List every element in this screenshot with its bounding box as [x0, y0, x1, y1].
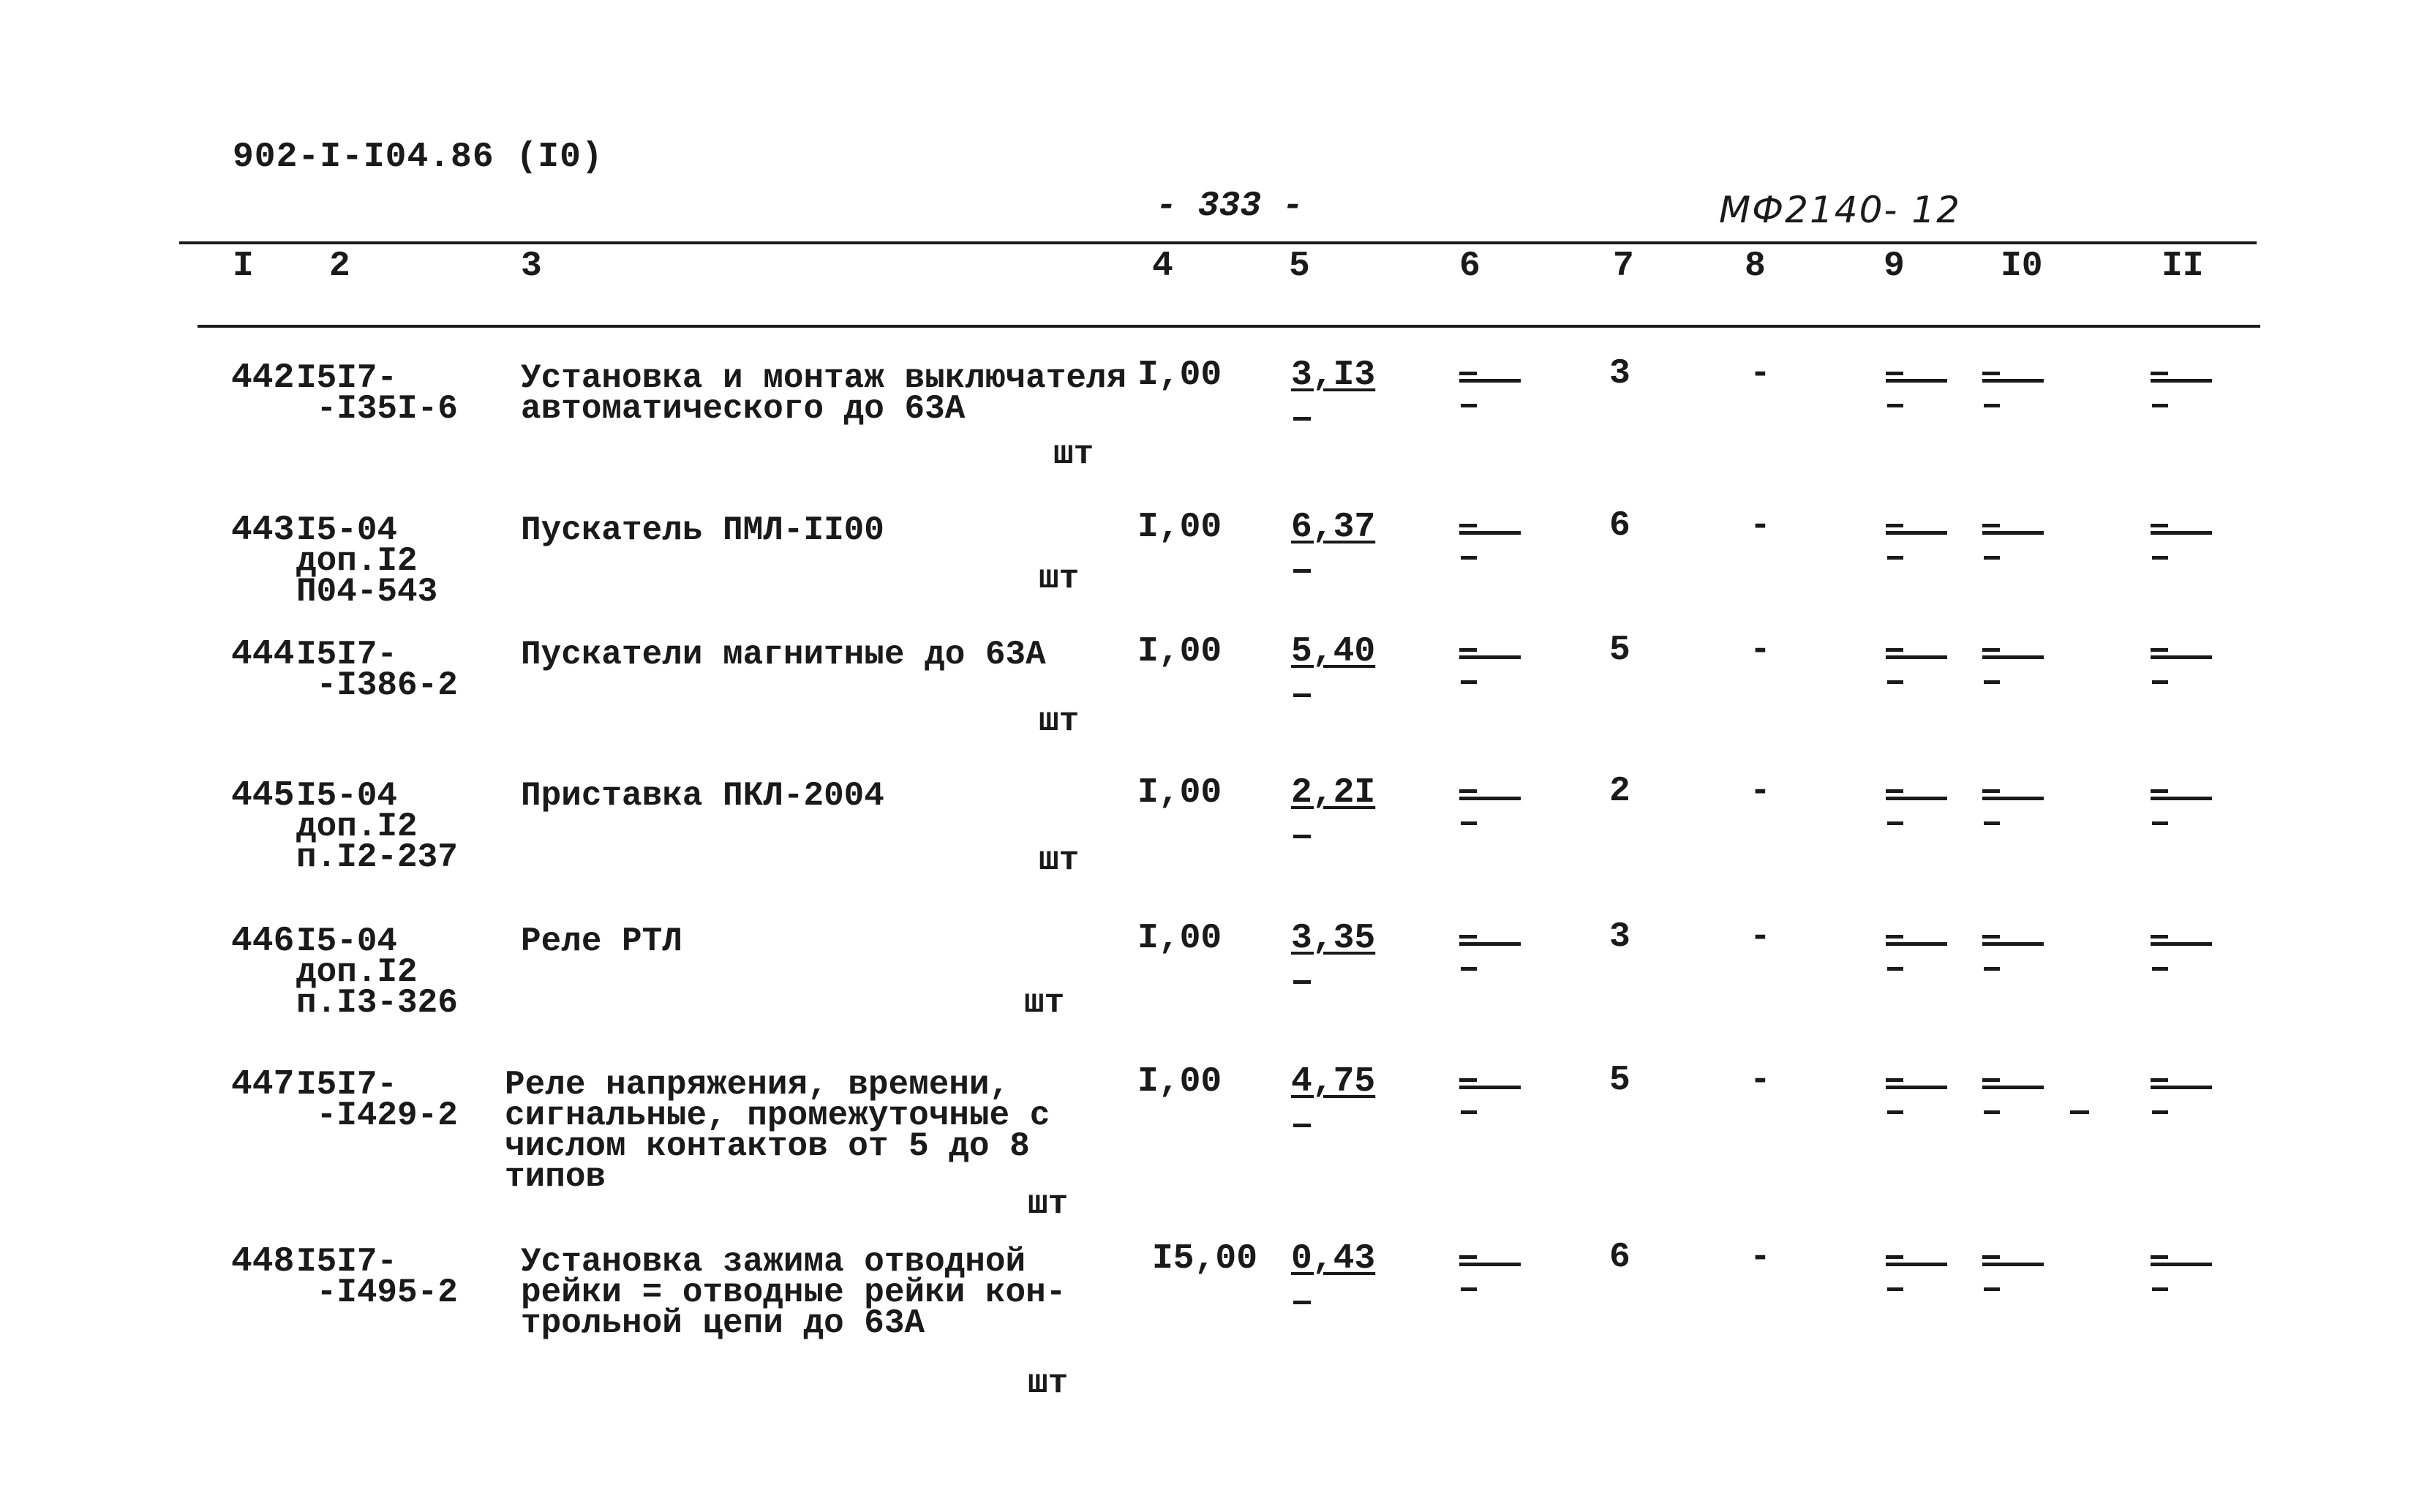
dash-mark: [2151, 942, 2212, 946]
row-code: I5-04 доп.I2 П04-543: [296, 511, 438, 611]
dash-mark: [1982, 524, 2000, 527]
row-quantity: I5,00: [1152, 1239, 1258, 1279]
row-col9-dashes: [1886, 519, 1952, 563]
row-name: Установка зажима отводной рейки = отводные рейки кон- трольной цепи до 63А: [521, 1243, 1066, 1342]
row-code: I5-04 доп.I2 п.I2-237: [296, 777, 458, 876]
dash-mark: [1886, 655, 1947, 659]
row-col6-dashes: [1459, 785, 1525, 829]
dash-mark: [2152, 680, 2168, 684]
row-price-dash: [1293, 569, 1311, 573]
dash-mark: [2151, 789, 2168, 793]
col-header-7: 7: [1613, 247, 1634, 286]
dash-mark: [1886, 1255, 1903, 1259]
col-header-2: 2: [329, 247, 350, 286]
top-rule: [179, 241, 2257, 244]
col-header-10: I0: [2001, 247, 2043, 286]
dash-mark: [1886, 379, 1947, 383]
header-rule: [197, 325, 2260, 328]
dash-mark: [2152, 967, 2168, 971]
row-quantity: I,00: [1137, 508, 1222, 547]
row-col9-dashes: [1886, 1251, 1952, 1295]
row-col8: -: [1750, 1061, 1771, 1100]
dash-mark: [1982, 379, 2044, 383]
dash-mark: [1887, 967, 1903, 971]
dash-mark: [1887, 1110, 1903, 1114]
col-header-8: 8: [1745, 247, 1766, 286]
dash-mark: [1461, 680, 1477, 684]
dash-mark: [1461, 821, 1477, 825]
dash-mark: [1982, 1086, 2044, 1089]
dash-mark: [2151, 524, 2168, 527]
row-quantity: I,00: [1137, 632, 1222, 672]
row-col7: 3: [1609, 354, 1630, 394]
row-quantity: I,00: [1137, 1062, 1222, 1102]
row-price: 4,75: [1291, 1062, 1376, 1102]
dash-mark: [1459, 379, 1521, 383]
dash-mark: [2151, 935, 2168, 939]
dash-mark: [2152, 404, 2168, 407]
row-447-extra-dash: [2070, 1110, 2089, 1114]
row-col11-dashes: [2151, 1074, 2216, 1118]
row-code: I5I7- -I386-2: [296, 636, 458, 704]
dash-mark: [1886, 797, 1947, 800]
row-col9-dashes: [1886, 1074, 1952, 1118]
dash-mark: [1982, 648, 2000, 652]
dash-mark: [2152, 1110, 2168, 1114]
dash-mark: [1461, 967, 1477, 971]
dash-mark: [2152, 821, 2168, 825]
dash-mark: [2151, 379, 2212, 383]
row-col9-dashes: [1886, 644, 1952, 688]
col-header-1: I: [233, 247, 254, 286]
row-col10-dashes: [1982, 785, 2048, 829]
row-col6-dashes: [1459, 519, 1525, 563]
dash-mark: [1984, 556, 2000, 560]
row-number: 448: [231, 1242, 295, 1282]
dash-mark: [2151, 1263, 2212, 1266]
row-col11-dashes: [2151, 785, 2216, 829]
row-col10-dashes: [1982, 930, 2048, 974]
row-number: 443: [231, 511, 295, 550]
dash-mark: [2151, 531, 2212, 535]
row-number: 446: [231, 922, 295, 961]
row-col10-dashes: [1982, 1251, 2048, 1295]
row-col6-dashes: [1459, 1251, 1525, 1295]
dash-mark: [1459, 531, 1521, 535]
dash-mark: [1886, 648, 1903, 652]
dash-mark: [2151, 655, 2212, 659]
row-number: 442: [231, 358, 295, 398]
row-col10-dashes: [1982, 367, 2048, 411]
dash-mark: [1984, 1287, 2000, 1291]
row-col8: -: [1750, 506, 1771, 546]
row-col9-dashes: [1886, 930, 1952, 974]
dash-mark: [1886, 531, 1947, 535]
dash-mark: [1459, 797, 1521, 800]
row-price-dash: [1293, 980, 1311, 984]
dash-mark: [2151, 648, 2168, 652]
row-col8: -: [1750, 1238, 1771, 1277]
row-name: Реле РТЛ: [521, 922, 682, 960]
dash-mark: [1984, 967, 2000, 971]
dash-mark: [1461, 404, 1477, 407]
dash-mark: [1982, 655, 2044, 659]
row-col11-dashes: [2151, 519, 2216, 563]
row-price: 6,37: [1291, 508, 1376, 547]
dash-mark: [1886, 1078, 1903, 1082]
dash-mark: [1982, 372, 2000, 375]
row-unit: шт: [1053, 435, 1094, 473]
dash-mark: [1982, 1255, 2000, 1259]
row-price: 3,35: [1291, 919, 1376, 958]
dash-mark: [1886, 524, 1903, 527]
dash-mark: [2152, 556, 2168, 560]
row-name: Установка и монтаж выключателя автоматического до 63А: [521, 359, 1127, 428]
row-col11-dashes: [2151, 367, 2216, 411]
row-code: I5-04 доп.I2 п.I3-326: [296, 922, 458, 1022]
col-header-4: 4: [1152, 247, 1173, 286]
col-header-3: 3: [521, 247, 542, 286]
col-header-11: II: [2162, 247, 2204, 286]
dash-mark: [1982, 1263, 2044, 1266]
row-number: 447: [231, 1065, 295, 1105]
dash-mark: [2151, 372, 2168, 375]
row-unit: шт: [1024, 984, 1065, 1022]
row-col8: -: [1750, 631, 1771, 670]
row-name: Пускатели магнитные до 63А: [521, 636, 1046, 674]
row-col7: 5: [1609, 631, 1630, 670]
dash-mark: [2151, 1078, 2168, 1082]
row-col6-dashes: [1459, 644, 1525, 688]
col-header-6: 6: [1459, 247, 1481, 286]
dash-mark: [1982, 935, 2000, 939]
dash-mark: [1984, 404, 2000, 407]
row-price-dash: [1293, 1124, 1311, 1127]
dash-mark: [1886, 789, 1903, 793]
dash-mark: [1459, 372, 1477, 375]
row-name: Пускатель ПМЛ-II00: [521, 511, 884, 549]
dash-mark: [2151, 797, 2212, 800]
row-col11-dashes: [2151, 930, 2216, 974]
row-price-dash: [1293, 417, 1311, 421]
sheet-code: МФ2140- 12: [1719, 189, 1961, 231]
dash-mark: [1886, 372, 1903, 375]
col-header-5: 5: [1289, 247, 1310, 286]
row-col7: 6: [1609, 1238, 1630, 1277]
row-code: I5I7- -I429-2: [296, 1066, 458, 1135]
row-col10-dashes: [1982, 644, 2048, 688]
dash-mark: [1984, 821, 2000, 825]
row-col7: 3: [1609, 917, 1630, 957]
dash-mark: [1887, 1287, 1903, 1291]
row-number: 444: [231, 635, 295, 674]
dash-mark: [1982, 942, 2044, 946]
dash-mark: [1459, 1255, 1477, 1259]
row-col8: -: [1750, 917, 1771, 957]
dash-mark: [1459, 648, 1477, 652]
dash-mark: [2151, 1255, 2168, 1259]
dash-mark: [1886, 942, 1947, 946]
dash-mark: [1982, 1078, 2000, 1082]
dash-mark: [1984, 680, 2000, 684]
row-col8: -: [1750, 354, 1771, 394]
row-quantity: I,00: [1137, 919, 1222, 958]
row-col7: 5: [1609, 1061, 1630, 1100]
dash-mark: [1887, 404, 1903, 407]
dash-mark: [1459, 655, 1521, 659]
dash-mark: [1461, 1287, 1477, 1291]
dash-mark: [1886, 1086, 1947, 1089]
row-unit: шт: [1028, 1185, 1069, 1223]
row-col9-dashes: [1886, 367, 1952, 411]
row-unit: шт: [1039, 560, 1080, 598]
dash-mark: [1459, 942, 1521, 946]
row-col6-dashes: [1459, 1074, 1525, 1118]
row-price-dash: [1293, 1301, 1311, 1304]
dash-mark: [2152, 1287, 2168, 1291]
dash-mark: [1982, 789, 2000, 793]
col-header-9: 9: [1884, 247, 1905, 286]
row-col11-dashes: [2151, 644, 2216, 688]
row-col10-dashes: [1982, 519, 2048, 563]
row-col8: -: [1750, 772, 1771, 811]
dash-mark: [1887, 821, 1903, 825]
row-quantity: I,00: [1137, 773, 1222, 813]
row-number: 445: [231, 776, 295, 816]
row-col9-dashes: [1886, 785, 1952, 829]
row-price-dash: [1293, 693, 1311, 697]
row-price: 5,40: [1291, 632, 1376, 672]
dash-mark: [1984, 1110, 2000, 1114]
dash-mark: [1459, 789, 1477, 793]
row-code: I5I7- -I35I-6: [296, 359, 458, 428]
dash-mark: [1459, 524, 1477, 527]
dash-mark: [1459, 1263, 1521, 1266]
document-code: 902-I-I04.86 (I0): [233, 138, 603, 177]
row-col6-dashes: [1459, 930, 1525, 974]
dash-mark: [1461, 1110, 1477, 1114]
dash-mark: [1887, 556, 1903, 560]
row-price: 3,I3: [1291, 356, 1376, 395]
row-col7: 2: [1609, 772, 1630, 811]
row-name: Приставка ПКЛ-2004: [521, 777, 884, 815]
row-col6-dashes: [1459, 367, 1525, 411]
row-col7: 6: [1609, 506, 1630, 546]
dash-mark: [1459, 935, 1477, 939]
row-price-dash: [1293, 835, 1311, 838]
dash-mark: [1886, 1263, 1947, 1266]
row-code: I5I7- -I495-2: [296, 1243, 458, 1312]
row-quantity: I,00: [1137, 356, 1222, 395]
row-col10-dashes: [1982, 1074, 2048, 1118]
row-unit: шт: [1028, 1364, 1069, 1402]
dash-mark: [2151, 1086, 2212, 1089]
dash-mark: [1459, 1078, 1477, 1082]
dash-mark: [1982, 531, 2044, 535]
row-name: Реле напряжения, времени, сигнальные, промежуточные с числом контактов от 5 до 8 типов: [505, 1066, 1050, 1196]
dash-mark: [1982, 797, 2044, 800]
row-price: 0,43: [1291, 1239, 1376, 1279]
row-unit: шт: [1039, 702, 1080, 740]
dash-mark: [1887, 680, 1903, 684]
row-col11-dashes: [2151, 1251, 2216, 1295]
row-unit: шт: [1039, 841, 1080, 879]
row-price: 2,2I: [1291, 773, 1376, 813]
page-number: - 333 -: [1156, 187, 1303, 226]
dash-mark: [1461, 556, 1477, 560]
dash-mark: [1459, 1086, 1521, 1089]
dash-mark: [1886, 935, 1903, 939]
